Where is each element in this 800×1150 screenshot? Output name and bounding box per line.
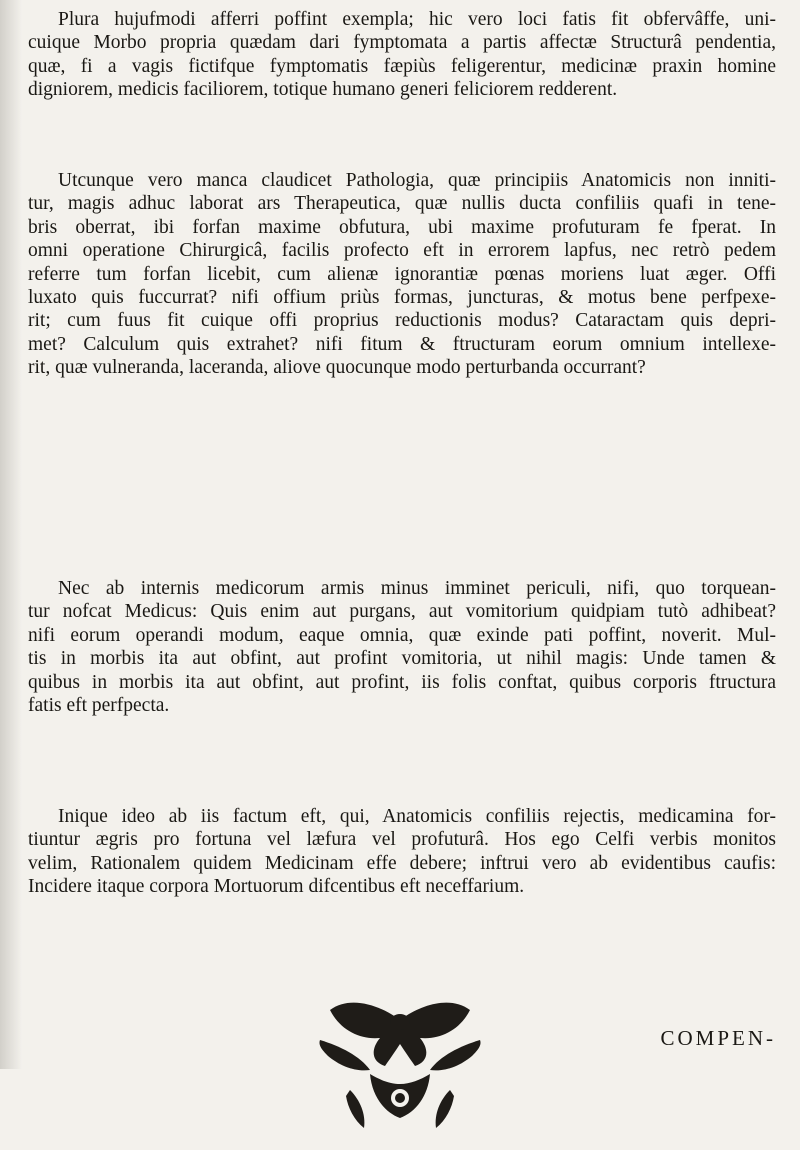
text-line: Nec ab internis medicorum armis minus imminet periculi, nifi, quo torquean- xyxy=(58,578,776,599)
text-line: referre tum forfan licebit, cum alienæ ignorantiæ pœnas moriens luat æger. Offi xyxy=(28,263,776,285)
text-line: digniorem, medicis faciliorem, totique humano generi feliciorem redderent. xyxy=(28,79,618,101)
text-line: nifi eorum operandi modum, eaque omnia, quæ exinde pati poffint, noverit. Mul- xyxy=(28,624,776,646)
text-line: quæ, fi a vagis fictifque fymptomatis fæpiùs feligerentur, medicinæ praxin homine xyxy=(28,55,776,77)
text-line: quibus in morbis ita aut obfint, aut profint, iis folis conftat, quibus corporis ftructura xyxy=(28,671,776,693)
text-line: tiuntur ægris pro fortuna vel læfura vel profuturâ. Hos ego Celfi verbis monitos xyxy=(28,829,776,851)
text-line: cuique Morbo propria quædam dari fymptomata a partis affectæ Structurâ pendentia, xyxy=(28,32,776,54)
text-line: Inique ideo ab iis factum eft, qui, Anatomicis confiliis rejectis, medicamina for- xyxy=(58,806,776,827)
text-line: bris oberrat, ibi forfan maxime obfutura, ubi maxime profuturam fe fperat. In xyxy=(28,216,776,238)
printers-ornament-icon xyxy=(310,1000,490,1150)
paragraph-pathologia xyxy=(28,169,776,380)
text-line: rit, quæ vulneranda, laceranda, aliove quocunque modo perturbanda occurrant? xyxy=(28,357,646,379)
text-line: luxato quis fuccurrat? nifi offium priùs formas, juncturas, & motus bene perfpexe- xyxy=(28,287,776,309)
text-line: tur, magis adhuc laborat ars Therapeutica, quæ nullis ducta confiliis quafi in tene- xyxy=(28,193,776,215)
paragraph-exempla xyxy=(28,8,776,102)
page-gutter-shadow xyxy=(0,0,22,1069)
text-line: omni operatione Chirurgicâ, facilis profecto eft in errorem lapfus, nec retrò pedem xyxy=(28,240,776,262)
text-line: rit; cum fuus fit cuique offi proprius reductionis modus? Cataractam quis depri- xyxy=(28,310,776,332)
text-line: fatis eft perfpecta. xyxy=(28,695,170,717)
text-line: tur nofcat Medicus: Quis enim aut purgans, aut vomitorium quidpiam tutò adhibeat? xyxy=(28,601,776,623)
text-line: Utcunque vero manca claudicet Pathologia, quæ principiis Anatomicis non inniti- xyxy=(58,170,776,191)
text-line: velim, Rationalem quidem Medicinam effe debere; inftrui vero ab evidentibus caufis: xyxy=(28,852,776,874)
text-line: Incidere itaque corpora Mortuorum difcentibus eft neceffarium. xyxy=(28,876,525,898)
text-line: met? Calculum quis extrahet? nifi fitum & ftructuram eorum omnium intellexe- xyxy=(28,333,776,355)
text-line: Plura hujufmodi afferri poffint exempla; hic vero loci fatis fit obfervâffe, uni- xyxy=(58,9,776,30)
catchword: COMPEN- xyxy=(660,1026,776,1050)
paragraph-medicorum-armis xyxy=(28,577,776,717)
paragraph-celsus xyxy=(28,805,776,899)
text-line: tis in morbis ita aut obfint, aut profint vomitoria, ut nihil magis: Unde tamen & xyxy=(28,648,776,670)
